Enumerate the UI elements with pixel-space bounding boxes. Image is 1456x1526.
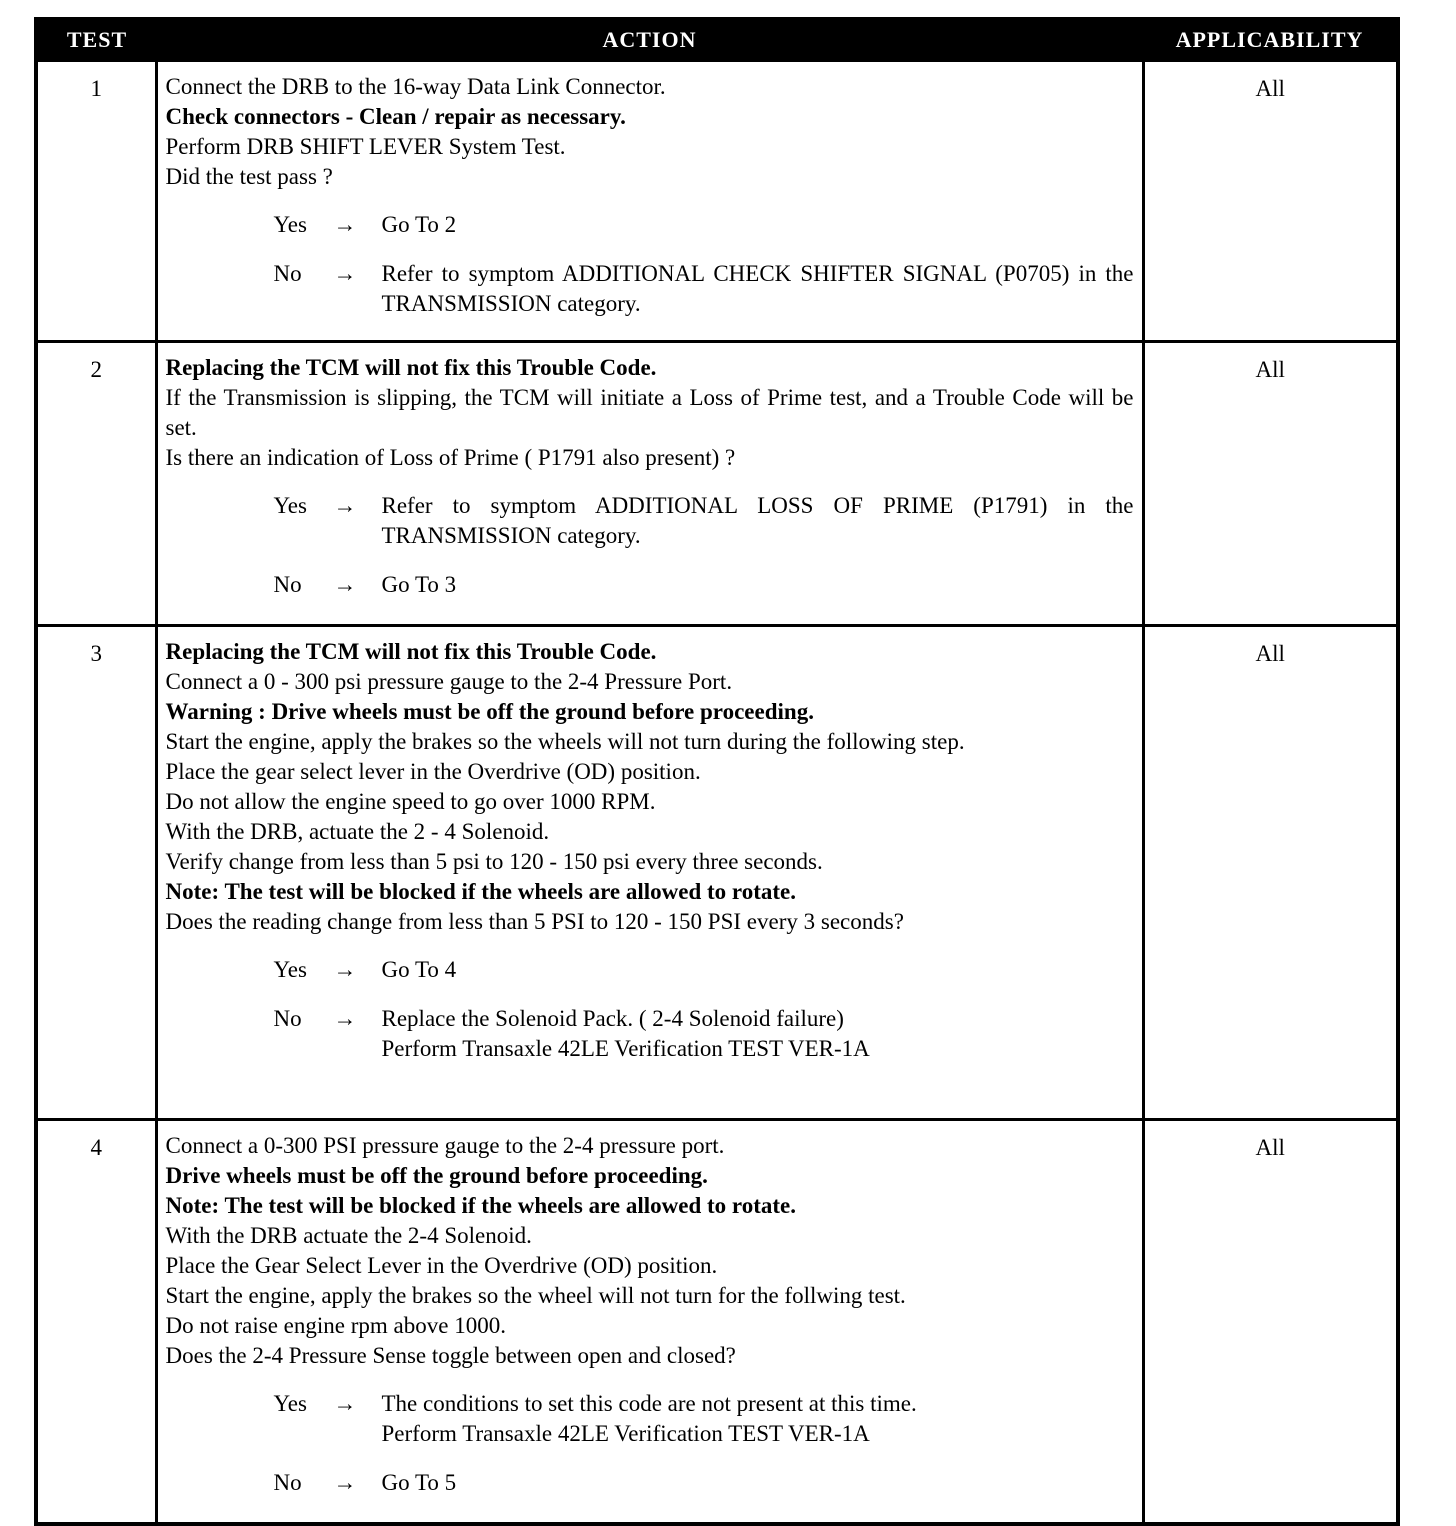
branch-label-group: [166, 259, 382, 319]
branch-yes: [166, 1389, 1134, 1449]
arrow-right-icon: →: [333, 212, 357, 237]
arrow-right-icon: →: [333, 572, 357, 597]
action-step: Do not allow the engine speed to go over 1000 RPM.: [165, 789, 656, 814]
branch-label: Yes: [273, 493, 307, 518]
header-test: TEST: [36, 19, 156, 61]
action-step-bold: Note: The test will be blocked if the wheels are allowed to rotate.: [165, 1193, 796, 1218]
branch-no: [166, 570, 1134, 600]
test-number: 3: [36, 626, 156, 1120]
branch-label-group: [166, 955, 382, 985]
branch-text-line: Perform Transaxle 42LE Verification TEST VER-1A: [381, 1421, 870, 1446]
branch-text-line: Perform Transaxle 42LE Verification TEST VER-1A: [381, 1036, 870, 1061]
branches: [166, 955, 1134, 1064]
branch-yes: [166, 955, 1134, 985]
applicability-cell: All: [1143, 626, 1398, 1120]
branch-label-group: [166, 491, 382, 551]
table-row: [36, 61, 1398, 342]
branch-text: [382, 1389, 1134, 1449]
branch-text-line: Go To 4: [381, 957, 457, 982]
table-row: [36, 1120, 1398, 1525]
branches: [166, 491, 1134, 600]
action-step: With the DRB actuate the 2-4 Solenoid.: [165, 1223, 532, 1248]
action-cell: [156, 342, 1143, 626]
branch-text-line: Go To 2: [381, 212, 457, 237]
action-step: Connect a 0-300 PSI pressure gauge to the 2-4 pressure port.: [165, 1133, 725, 1158]
branch-no: [166, 1004, 1134, 1064]
applicability-cell: All: [1143, 1120, 1398, 1525]
branch-text: [382, 210, 1134, 240]
table-row: [36, 626, 1398, 1120]
arrow-right-icon: →: [333, 261, 357, 286]
action-cell: [156, 61, 1143, 342]
arrow-right-icon: →: [333, 957, 357, 982]
branch-label-group: [166, 1389, 382, 1449]
branch-label-group: [166, 1004, 382, 1064]
action-step: Start the engine, apply the brakes so the wheel will not turn for the follwing test.: [165, 1283, 906, 1308]
action-cell: [156, 1120, 1143, 1525]
branch-no: [166, 1468, 1134, 1498]
branch-yes: [166, 210, 1134, 240]
arrow-right-icon: →: [333, 1391, 357, 1416]
branch-label: Yes: [273, 212, 307, 237]
branch-no: [166, 259, 1134, 319]
action-step: Verify change from less than 5 psi to 120 - 150 psi every three seconds.: [165, 849, 823, 874]
action-step-bold: Replacing the TCM will not fix this Trouble Code.: [165, 355, 657, 380]
branch-text-line: Go To 5: [381, 1470, 457, 1495]
action-step: Does the 2-4 Pressure Sense toggle between open and closed?: [165, 1343, 736, 1368]
action-step: Place the Gear Select Lever in the Overdrive (OD) position.: [165, 1253, 718, 1278]
branch-text-line: Refer to symptom ADDITIONAL LOSS OF PRIME (P1791) in the TRANSMISSION category.: [381, 493, 1134, 548]
action-step: Do not raise engine rpm above 1000.: [165, 1313, 506, 1338]
branch-text: [382, 259, 1134, 319]
branches: [166, 210, 1134, 319]
action-step-bold: Note: The test will be blocked if the wheels are allowed to rotate.: [165, 879, 796, 904]
action-step: Place the gear select lever in the Overdrive (OD) position.: [165, 759, 701, 784]
branch-label-group: [166, 570, 382, 600]
action-step-bold: Warning : Drive wheels must be off the ground before proceeding.: [165, 699, 814, 724]
table-body: [36, 61, 1398, 1525]
branch-label: No: [273, 261, 302, 286]
action-step-bold: Check connectors - Clean / repair as necessary.: [165, 104, 626, 129]
header-applicability: APPLICABILITY: [1143, 19, 1398, 61]
action-step: Did the test pass ?: [165, 164, 333, 189]
action-step: Does the reading change from less than 5 PSI to 120 - 150 PSI every 3 seconds?: [165, 909, 904, 934]
branch-label-group: [166, 1468, 382, 1498]
branch-text: [382, 570, 1134, 600]
action-step: Connect a 0 - 300 psi pressure gauge to the 2-4 Pressure Port.: [165, 669, 733, 694]
action-step: Start the engine, apply the brakes so the wheels will not turn during the following step.: [165, 729, 965, 754]
table-header: [36, 19, 1398, 61]
branch-text-line: Replace the Solenoid Pack. ( 2-4 Solenoid failure): [381, 1006, 844, 1031]
branch-label: Yes: [273, 1391, 307, 1416]
action-step: With the DRB, actuate the 2 - 4 Solenoid.: [165, 819, 550, 844]
arrow-right-icon: →: [333, 1470, 357, 1495]
branch-label: Yes: [273, 957, 307, 982]
test-number: 4: [36, 1120, 156, 1525]
action-step-bold: Replacing the TCM will not fix this Trouble Code.: [165, 639, 657, 664]
branches: [166, 1389, 1134, 1498]
branch-text: [382, 1468, 1134, 1498]
action-cell: [156, 626, 1143, 1120]
branch-text: [382, 491, 1134, 551]
action-step: Perform DRB SHIFT LEVER System Test.: [165, 134, 566, 159]
branch-text: [382, 955, 1134, 985]
branch-label: No: [273, 1006, 302, 1031]
applicability-cell: All: [1143, 61, 1398, 342]
branch-label-group: [166, 210, 382, 240]
branch-text-line: The conditions to set this code are not present at this time.: [381, 1391, 917, 1416]
table-row: [36, 342, 1398, 626]
branch-text-line: Refer to symptom ADDITIONAL CHECK SHIFTER SIGNAL (P0705) in the TRANSMISSION category.: [381, 261, 1134, 316]
branch-yes: [166, 491, 1134, 551]
action-step: Is there an indication of Loss of Prime ( P1791 also present) ?: [165, 445, 736, 470]
branch-label: No: [273, 1470, 302, 1495]
arrow-right-icon: →: [333, 1006, 357, 1031]
branch-text-line: Go To 3: [381, 572, 457, 597]
arrow-right-icon: →: [333, 493, 357, 518]
applicability-cell: All: [1143, 342, 1398, 626]
header-action: ACTION: [156, 19, 1143, 61]
test-number: 1: [36, 61, 156, 342]
branch-text: [382, 1004, 1134, 1064]
action-step: If the Transmission is slipping, the TCM will initiate a Loss of Prime test, and a Trouble Code will be set.: [165, 385, 1134, 440]
diagnostic-procedure-table: [34, 17, 1396, 1526]
action-step: Connect the DRB to the 16-way Data Link Connector.: [165, 74, 666, 99]
test-number: 2: [36, 342, 156, 626]
action-step-bold: Drive wheels must be off the ground before proceeding.: [165, 1163, 708, 1188]
test-table: [34, 17, 1400, 1526]
branch-label: No: [273, 572, 302, 597]
